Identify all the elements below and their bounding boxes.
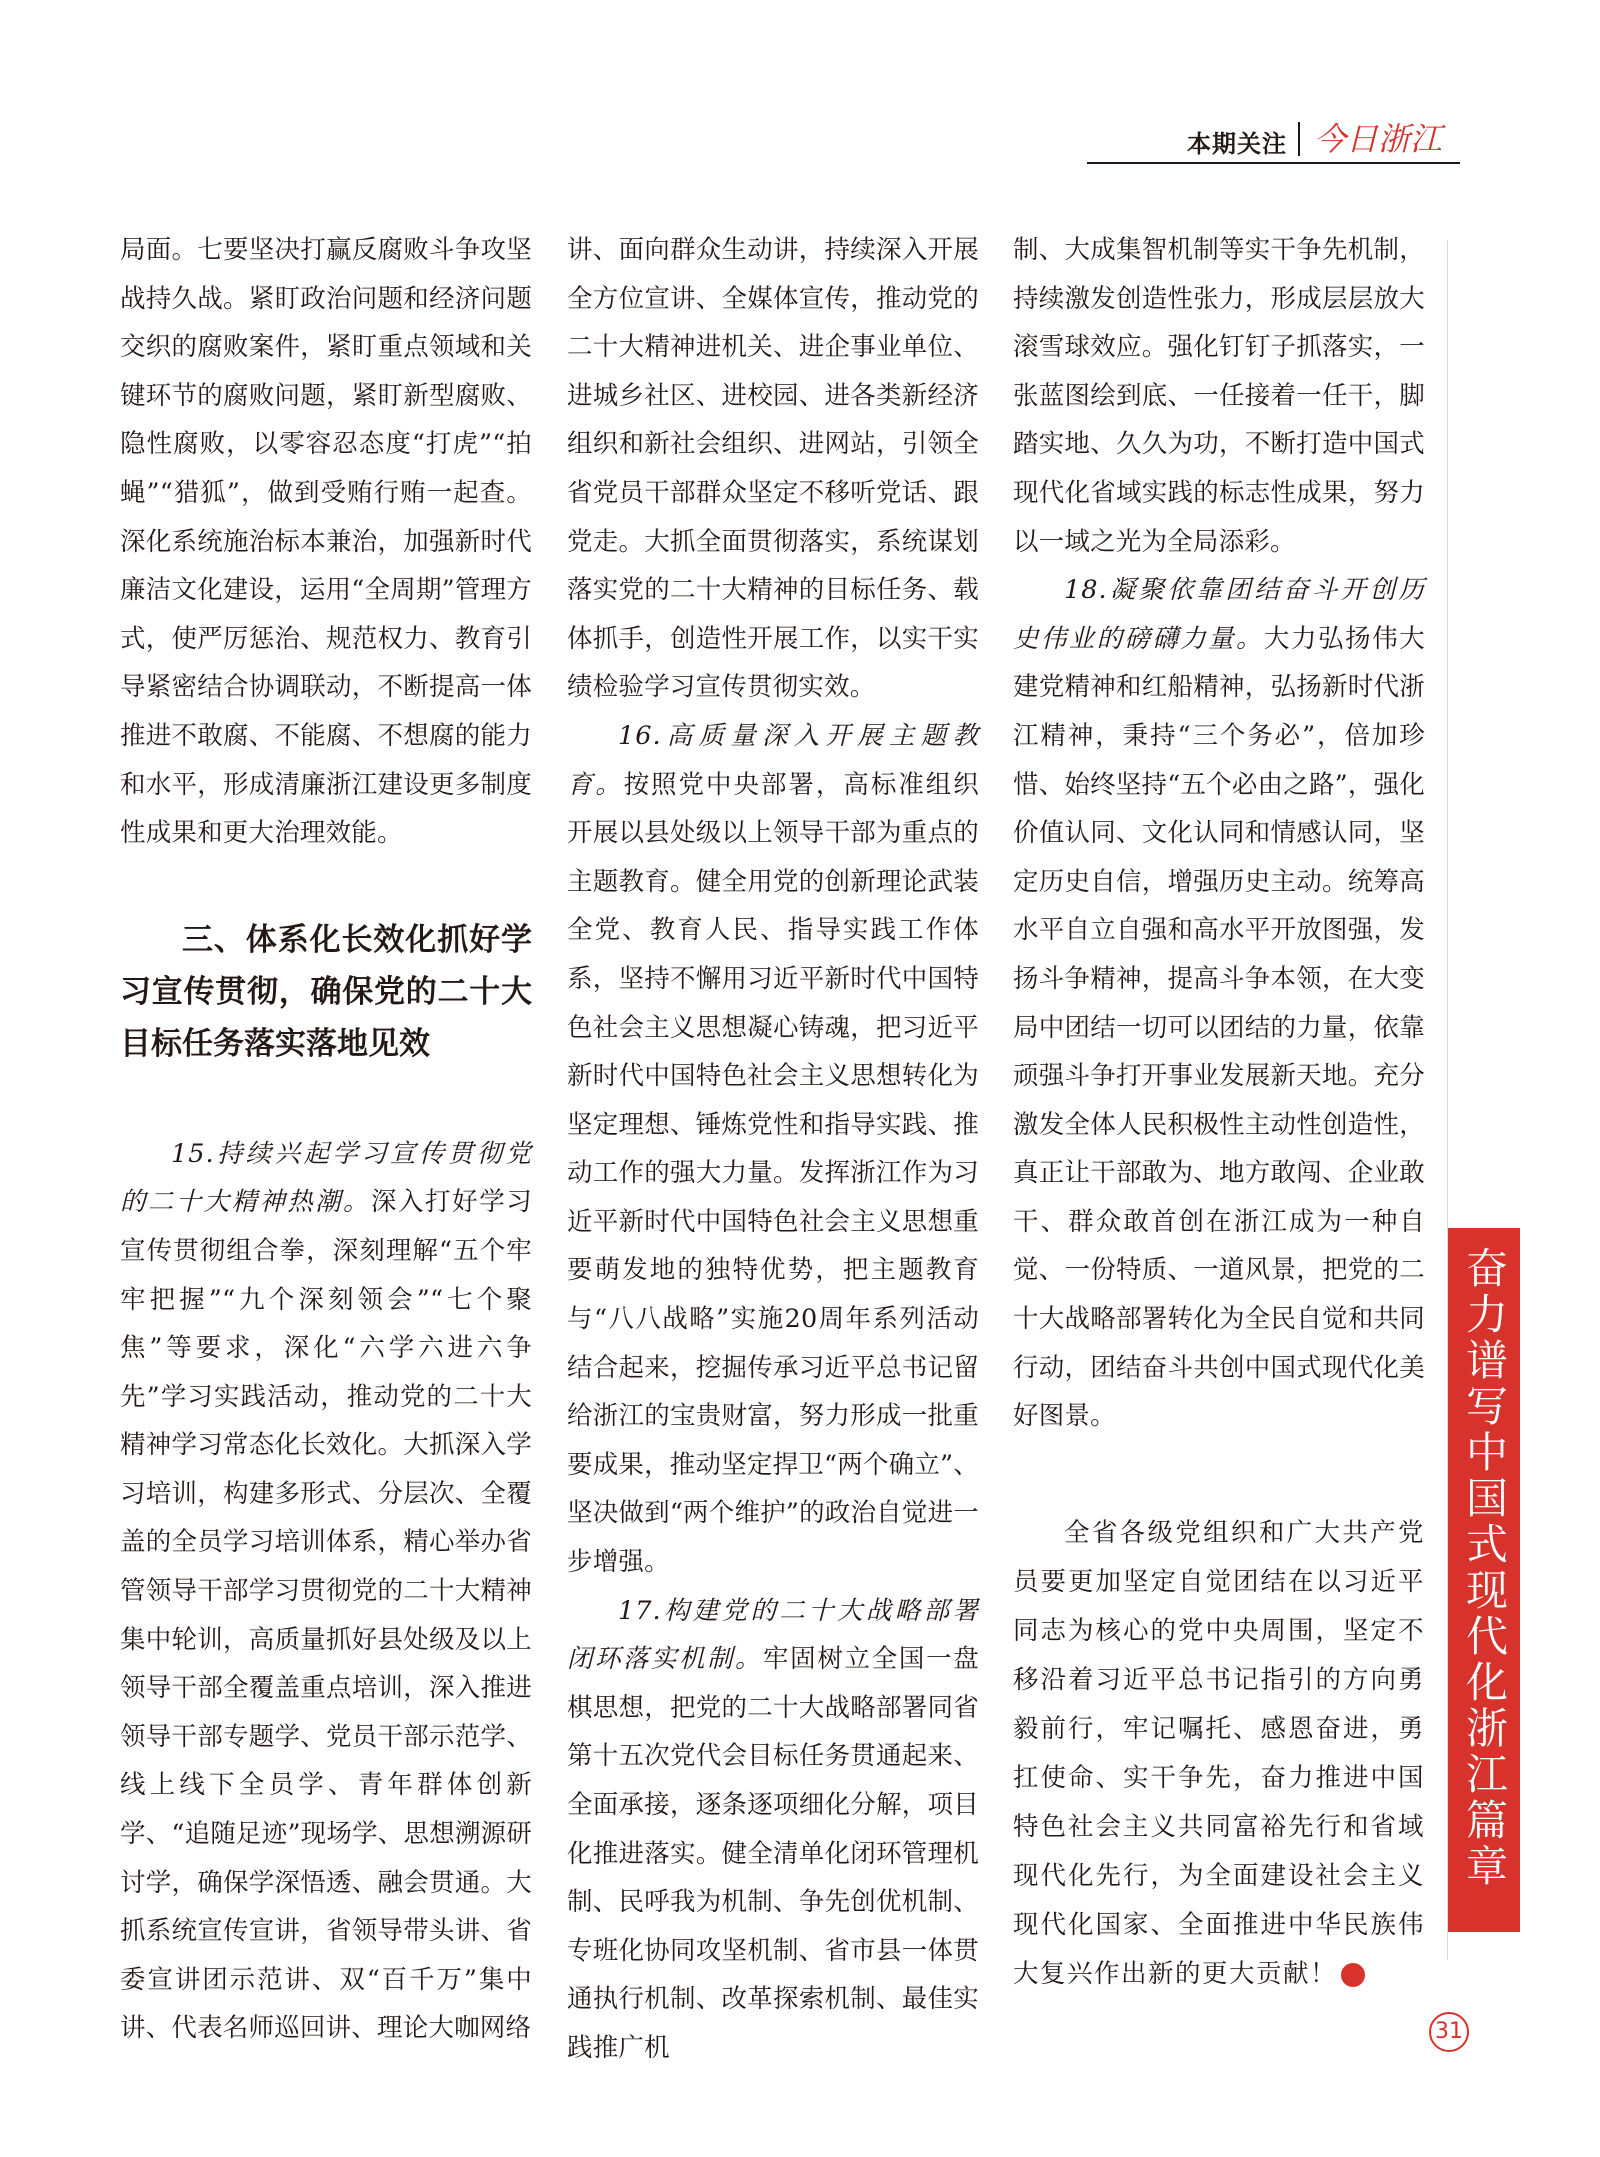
end-mark-icon: 今 <box>1341 1963 1365 1987</box>
item-16-title: 16.高质量深入开展主题教育。 <box>567 720 979 800</box>
item-15-body: 深入打好学习宣传贯彻组合拳，深刻理解“五个牢牢把握”“九个深刻领会”“七个聚焦”等要求，深化“六学六进六争先”学习实践活动，推动党的二十大精神学习常态化长效化。大抓深入学习培训，构建多形式、分层次、全覆盖的全员学习培训体系，精心举办省管领导干部学习贯彻党的二十大精神集中轮训，高质量抓好县处级及以上领导干部全覆盖重点培训，深入推进领导干部专题学、党员干部示范学、线上线下全员学、青年群体创新学、“追随足迹”现场学、思想溯源研讨学，确保学深悟透、融会贯通。大抓系统宣传宣讲，省领导带头讲、省委宣讲团示范讲、双“百千万”集中讲、代表名师巡回讲、理论大咖网络 <box>120 1187 532 2044</box>
item-18 <box>1013 566 1425 1441</box>
item-15 <box>120 1130 532 2053</box>
magazine-logo <box>1310 116 1460 160</box>
item-16 <box>567 712 979 1587</box>
closing-text: 全省各级党组织和广大共产党员要更加坚定自觉团结在以习近平同志为核心的党中央周围，坚定不移沿着习近平总书记指引的方向勇毅前行，牢记嘱托、感恩奋进，勇扛使命、实干争先，奋力推进中国特色社会主义共同富裕先行和省域现代化先行，为全面建设社会主义现代化国家、全面推进中华民族伟大复兴作出新的更大贡献！ <box>1013 1517 1425 1989</box>
paragraph-continued: 制、大成集智机制等实干争先机制，持续激发创造性张力，形成层层放大滚雪球效应。强化钉钉子抓落实，一张蓝图绘到底、一任接着一任干，脚踏实地、久久为功，不断打造中国式现代化省域实践的标志性成果，努力以一域之光为全局添彩。 <box>1013 235 1425 557</box>
paragraph-continued: 讲、面向群众生动讲，持续深入开展全方位宣讲、全媒体宣传，推动党的二十大精神进机关、进企事业单位、进城乡社区、进校园、进各类新经济组织和新社会组织、进网站，引领全省党员干部群众坚定不移听党话、跟党走。大抓全面贯彻落实，系统谋划落实党的二十大精神的目标任务、载体抓手，创造性开展工作，以实干实绩检验学习宣传贯彻实效。 <box>567 235 979 703</box>
item-15-title: 15.持续兴起学习宣传贯彻党的二十大精神热潮。 <box>120 1138 532 1218</box>
page-number: 31 <box>1429 2012 1469 2052</box>
side-banner-text: 奋力谱写中国式现代化浙江篇章 <box>1460 1246 1509 1890</box>
svg-text:今日浙江: 今日浙江 <box>1314 120 1443 158</box>
side-banner <box>1448 1228 1520 1932</box>
column-3 <box>1013 226 1425 1999</box>
closing-paragraph <box>1013 1509 1425 1999</box>
item-16-body: 按照党中央部署，高标准组织开展以县处级以上领导干部为重点的主题教育。健全用党的创新理论武装全党、教育人民、指导实践工作体系，坚持不懈用习近平新时代中国特色社会主义思想凝心铸魂，把习近平新时代中国特色社会主义思想转化为坚定理想、锤炼党性和指导实践、推动工作的强大力量。发挥浙江作为习近平新时代中国特色社会主义思想重要萌发地的独特优势，把主题教育与“八八战略”实施20周年系列活动结合起来，挖掘传承习近平总书记留给浙江的宝贵财富，努力形成一批重要成果，推动坚定捍卫“两个确立”、坚决做到“两个维护”的政治自觉进一步增强。 <box>567 769 979 1578</box>
section-heading: 三、体系化长效化抓好学习宣传贯彻，确保党的二十大目标任务落实落地见效 <box>120 921 532 1062</box>
item-17-body: 牢固树立全国一盘棋思想，把党的二十大战略部署同省第十五次党代会目标任务贯通起来、全面承接，逐条逐项细化分解，项目化推进落实。健全清单化闭环管理机制、民呼我为机制、争先创优机制、专班化协同攻坚机制、省市县一体贯通执行机制、改革探索机制、最佳实践推广机 <box>567 1644 979 2063</box>
item-18-body: 大力弘扬伟大建党精神和红船精神，弘扬新时代浙江精神，秉持“三个务必”，倍加珍惜、始终坚持“五个必由之路”，强化价值认同、文化认同和情感认同，坚定历史自信，增强历史主动。统筹高水平自立自强和高水平开放图强，发扬斗争精神，提高斗争本领，在大变局中团结一切可以团结的力量，依靠顽强斗争打开事业发展新天地。充分激发全体人民积极性主动性创造性，真正让干部敢为、地方敢闯、企业敢干、群众敢首创在浙江成为一种自觉、一份特质、一道风景，把党的二十大战略部署转化为全民自觉和共同行动，团结奋斗共创中国式现代化美好图景。 <box>1013 623 1425 1432</box>
column-1 <box>120 226 532 2053</box>
header-separator <box>1298 122 1300 156</box>
column-2 <box>567 226 979 2073</box>
item-18-title: 18.凝聚依靠团结奋斗开创历史伟业的磅礴力量。 <box>1013 575 1425 654</box>
header-rule <box>1087 162 1460 164</box>
item-17 <box>567 1587 979 2073</box>
section-label: 本期关注 <box>1187 130 1287 158</box>
paragraph-continued: 局面。七要坚决打赢反腐败斗争攻坚战持久战。紧盯政治问题和经济问题交织的腐败案件，紧盯重点领域和关键环节的腐败问题，紧盯新型腐败、隐性腐败，以零容忍态度“打虎”“拍蝇”“猎狐”，做到受贿行贿一起查。深化系统施治标本兼治，加强新时代廉洁文化建设，运用“全周期”管理方式，使严厉惩治、规范权力、教育引导紧密结合协调联动，不断提高一体推进不敢腐、不能腐、不想腐的能力和水平，形成清廉浙江建设更多制度性成果和更大治理效能。 <box>120 235 532 849</box>
page-header <box>1087 118 1460 164</box>
item-17-title: 17.构建党的二十大战略部署闭环落实机制。 <box>567 1595 979 1675</box>
